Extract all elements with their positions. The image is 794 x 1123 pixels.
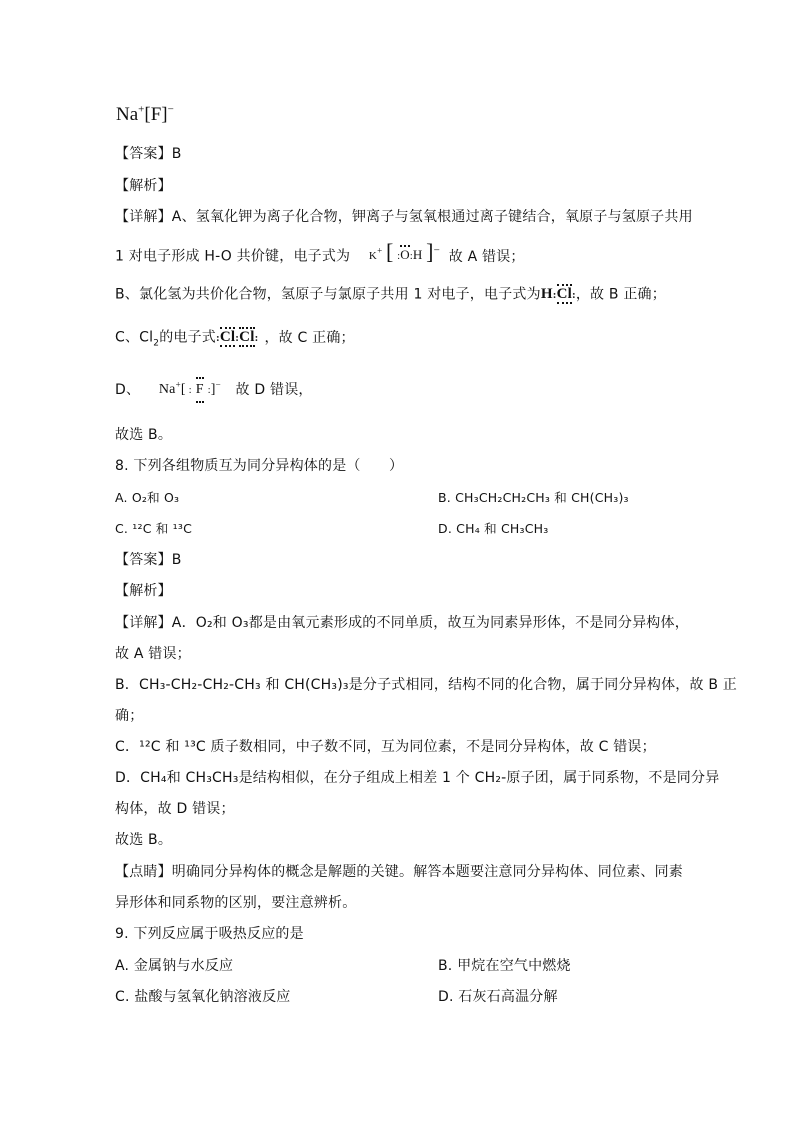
detail-c-line: C、$Cl_2$的电子式:Cl:Cl: ，故 C 正确； (115, 329, 355, 349)
bracket: [ (144, 104, 151, 125)
answer-line: 【答案】B (115, 146, 182, 162)
minus-charge: − (167, 103, 174, 116)
detail-d-line: D、 Na+[ : F :]− 故 D 错误， (115, 377, 313, 403)
detail-a-line1: 【详解】A、氢氧化钾为离子化合物，钾离子与氢氧根通过离子键结合，氧原子与氢原子共用 (115, 209, 693, 225)
conclusion-q8: 故选 B。 (115, 832, 173, 848)
option-c-q9: C. 盐酸与氢氧化钠溶液反应 (115, 989, 291, 1005)
naf-electron-formula: Na+[ : F :]− (159, 377, 221, 403)
koh-electron-formula: K+ [ :O:H ]− (368, 239, 441, 264)
conclusion-q7: 故选 B。 (115, 427, 173, 443)
naf-formula-top (116, 104, 174, 126)
answer-line-q8: 【答案】B (115, 552, 182, 568)
detail-a-line2-q8: 故 A 错误； (115, 646, 191, 662)
cl2-electron-formula: :Cl:Cl: (216, 329, 259, 345)
question-8: 8. 下列各组物质互为同分异构体的是（ ） (115, 458, 404, 474)
hcl-electron-formula: H:Cl: (540, 286, 576, 302)
option-a-q9: A. 金属钠与水反应 (115, 958, 234, 974)
point-line1: 【点睛】明确同分异构体的概念是解题的关键。解答本题要注意同分异构体、同位素、同素 (115, 864, 683, 880)
na-symbol: Na (116, 104, 139, 125)
analysis-label-q8: 【解析】 (115, 583, 172, 599)
bracket: ] (161, 104, 168, 125)
point-line2: 异形体和同系物的区别，要注意辨析。 (115, 895, 357, 911)
f-symbol: F (150, 104, 162, 125)
option-c: C. ¹²C 和 ¹³C (115, 521, 193, 536)
detail-b-line2-q8: 确； (115, 708, 144, 724)
detail-b-line: B、氯化氢为共价化合物，氢原子与氯原子共用 1 对电子，电子式为H:Cl:，故 B 正确； (115, 284, 666, 305)
detail-a-line1-q8: 【详解】A．O₂和 O₃都是由氧元素形成的不同单质，故互为同素异形体，不是同分异构体， (115, 615, 689, 631)
detail-a-line2: 1 对电子形成 H-O 共价键，电子式为 K+ [ :O:H ]− 故 A 错误； (115, 244, 525, 269)
detail-b-line1-q8: B．CH₃-CH₂-CH₂-CH₃ 和 CH(CH₃)₃是分子式相同，结构不同的化合物，属于同分异构体，故 B 正 (115, 677, 737, 693)
o-symbol: O (400, 247, 410, 262)
analysis-label: 【解析】 (115, 178, 172, 194)
option-d: D. CH₄ 和 CH₃CH₃ (438, 521, 549, 536)
plus-charge: + (138, 103, 145, 116)
question-9: 9. 下列反应属于吸热反应的是 (115, 926, 304, 942)
option-d-q9: D. 石灰石高温分解 (438, 989, 558, 1005)
h-symbol: H (412, 247, 423, 262)
option-a: A. O₂和 O₃ (115, 490, 180, 505)
k-symbol: K (368, 250, 378, 262)
detail-d-line2-q8: 构体，故 D 错误； (115, 801, 235, 817)
option-b-q9: B. 甲烷在空气中燃烧 (438, 958, 571, 974)
option-b: B. CH₃CH₂CH₂CH₃ 和 CH(CH₃)₃ (438, 490, 629, 505)
detail-d-line1-q8: D．CH₄和 CH₃CH₃是结构相似，在分子组成上相差 1 个 CH₂-原子团，属于同系物，不是同分异 (115, 770, 720, 786)
detail-c-line-q8: C．¹²C 和 ¹³C 质子数相同，中子数不同，互为同位素，不是同分异构体，故 C 错误； (115, 739, 656, 755)
